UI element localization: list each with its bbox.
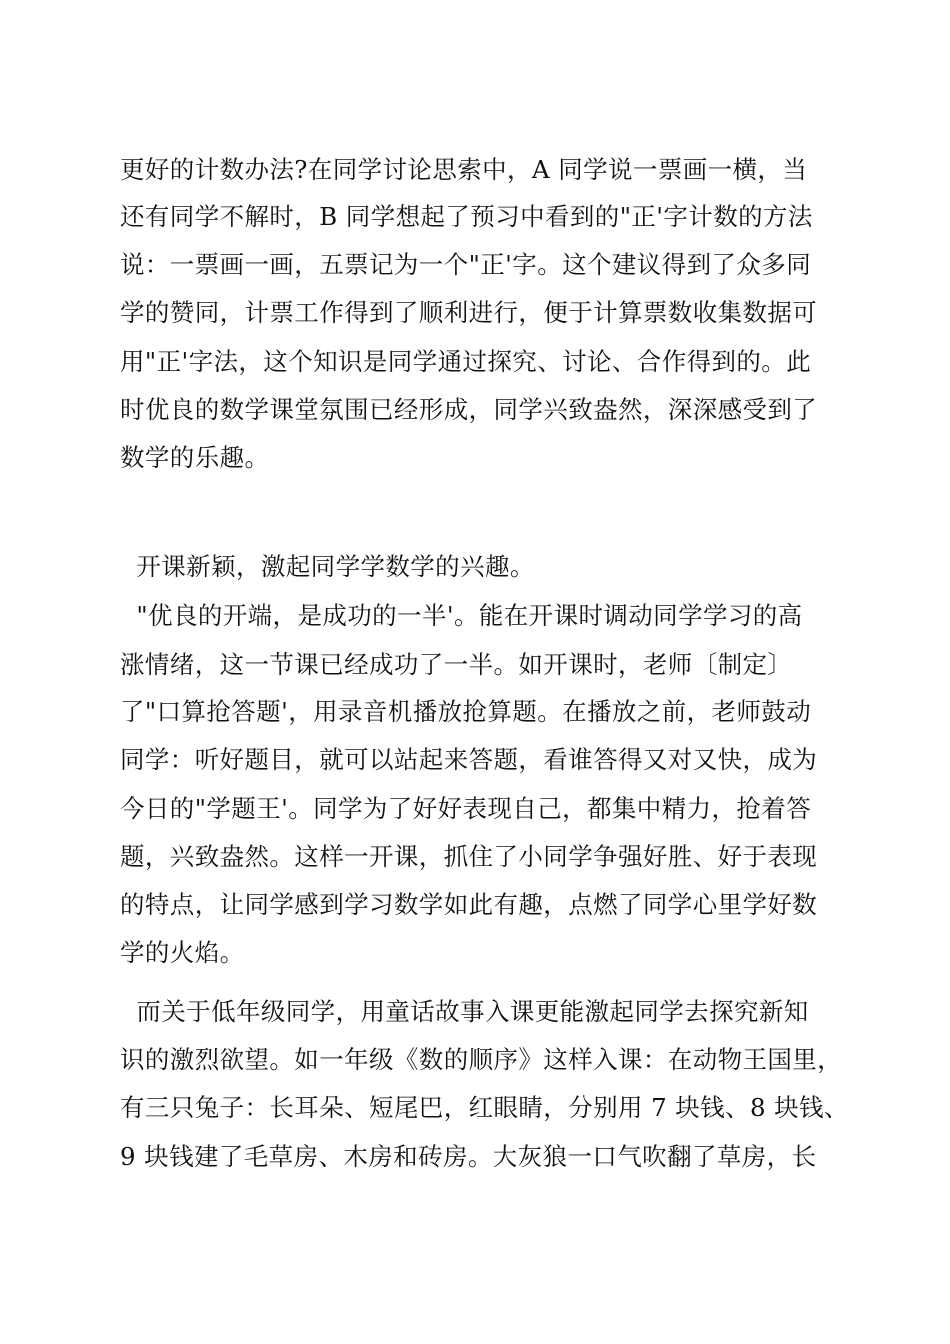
text-line: 有三只兔子：长耳朵、短尾巴，红眼睛，分别用 7 块钱、8 块钱、 [120, 1093, 849, 1122]
text-line: 学的火焰。 [120, 938, 245, 967]
text-line: 更好的计数办法?在同学讨论思索中，A 同学说一票画一横，当 [120, 155, 808, 184]
text-line: 9 块钱建了毛草房、木房和砖房。大灰狼一口气吹翻了草房，长 [120, 1142, 817, 1171]
text-line: 还有同学不解时，B 同学想起了预习中看到的"正'字计数的方法 [120, 202, 813, 231]
text-line: 涨情绪，这一节课已经成功了一半。如开课时，老师〔制定〕 [120, 650, 793, 679]
text-line: 用"正'字法，这个知识是同学通过探究、讨论、合作得到的。此 [120, 347, 812, 376]
text-line: "优良的开端，是成功的一半'。能在开课时调动同学学习的高 [120, 601, 803, 630]
section-heading: 开课新颖，激起同学学数学的兴趣。 [120, 552, 535, 581]
text-line: 同学：听好题目，就可以站起来答题，看谁答得又对又快，成为 [120, 745, 818, 774]
text-line: 而关于低年级同学，用童话故事入课更能激起同学去探究新知 [120, 997, 809, 1026]
text-line: 数学的乐趣。 [120, 443, 270, 472]
text-line: 今日的"学题王'。同学为了好好表现自己，都集中精力，抢着答 [120, 794, 812, 823]
text-line: 学的赞同，计票工作得到了顺利进行，便于计算票数收集数据可 [120, 298, 818, 327]
text-line: 识的激烈欲望。如一年级《数的顺序》这样入课：在动物王国里， [120, 1045, 843, 1074]
text-line: 了"口算抢答题'，用录音机播放抢算题。在播放之前，老师鼓动 [120, 697, 812, 726]
text-line: 的特点，让同学感到学习数学如此有趣，点燃了同学心里学好数 [120, 890, 818, 919]
text-line: 说：一票画一画，五票记为一个"正'字。这个建议得到了众多同 [120, 250, 812, 279]
text-line: 题，兴致盎然。这样一开课，抓住了小同学争强好胜、好于表现 [120, 842, 818, 871]
text-line: 时优良的数学课堂氛围已经形成，同学兴致盎然，深深感受到了 [120, 395, 818, 424]
